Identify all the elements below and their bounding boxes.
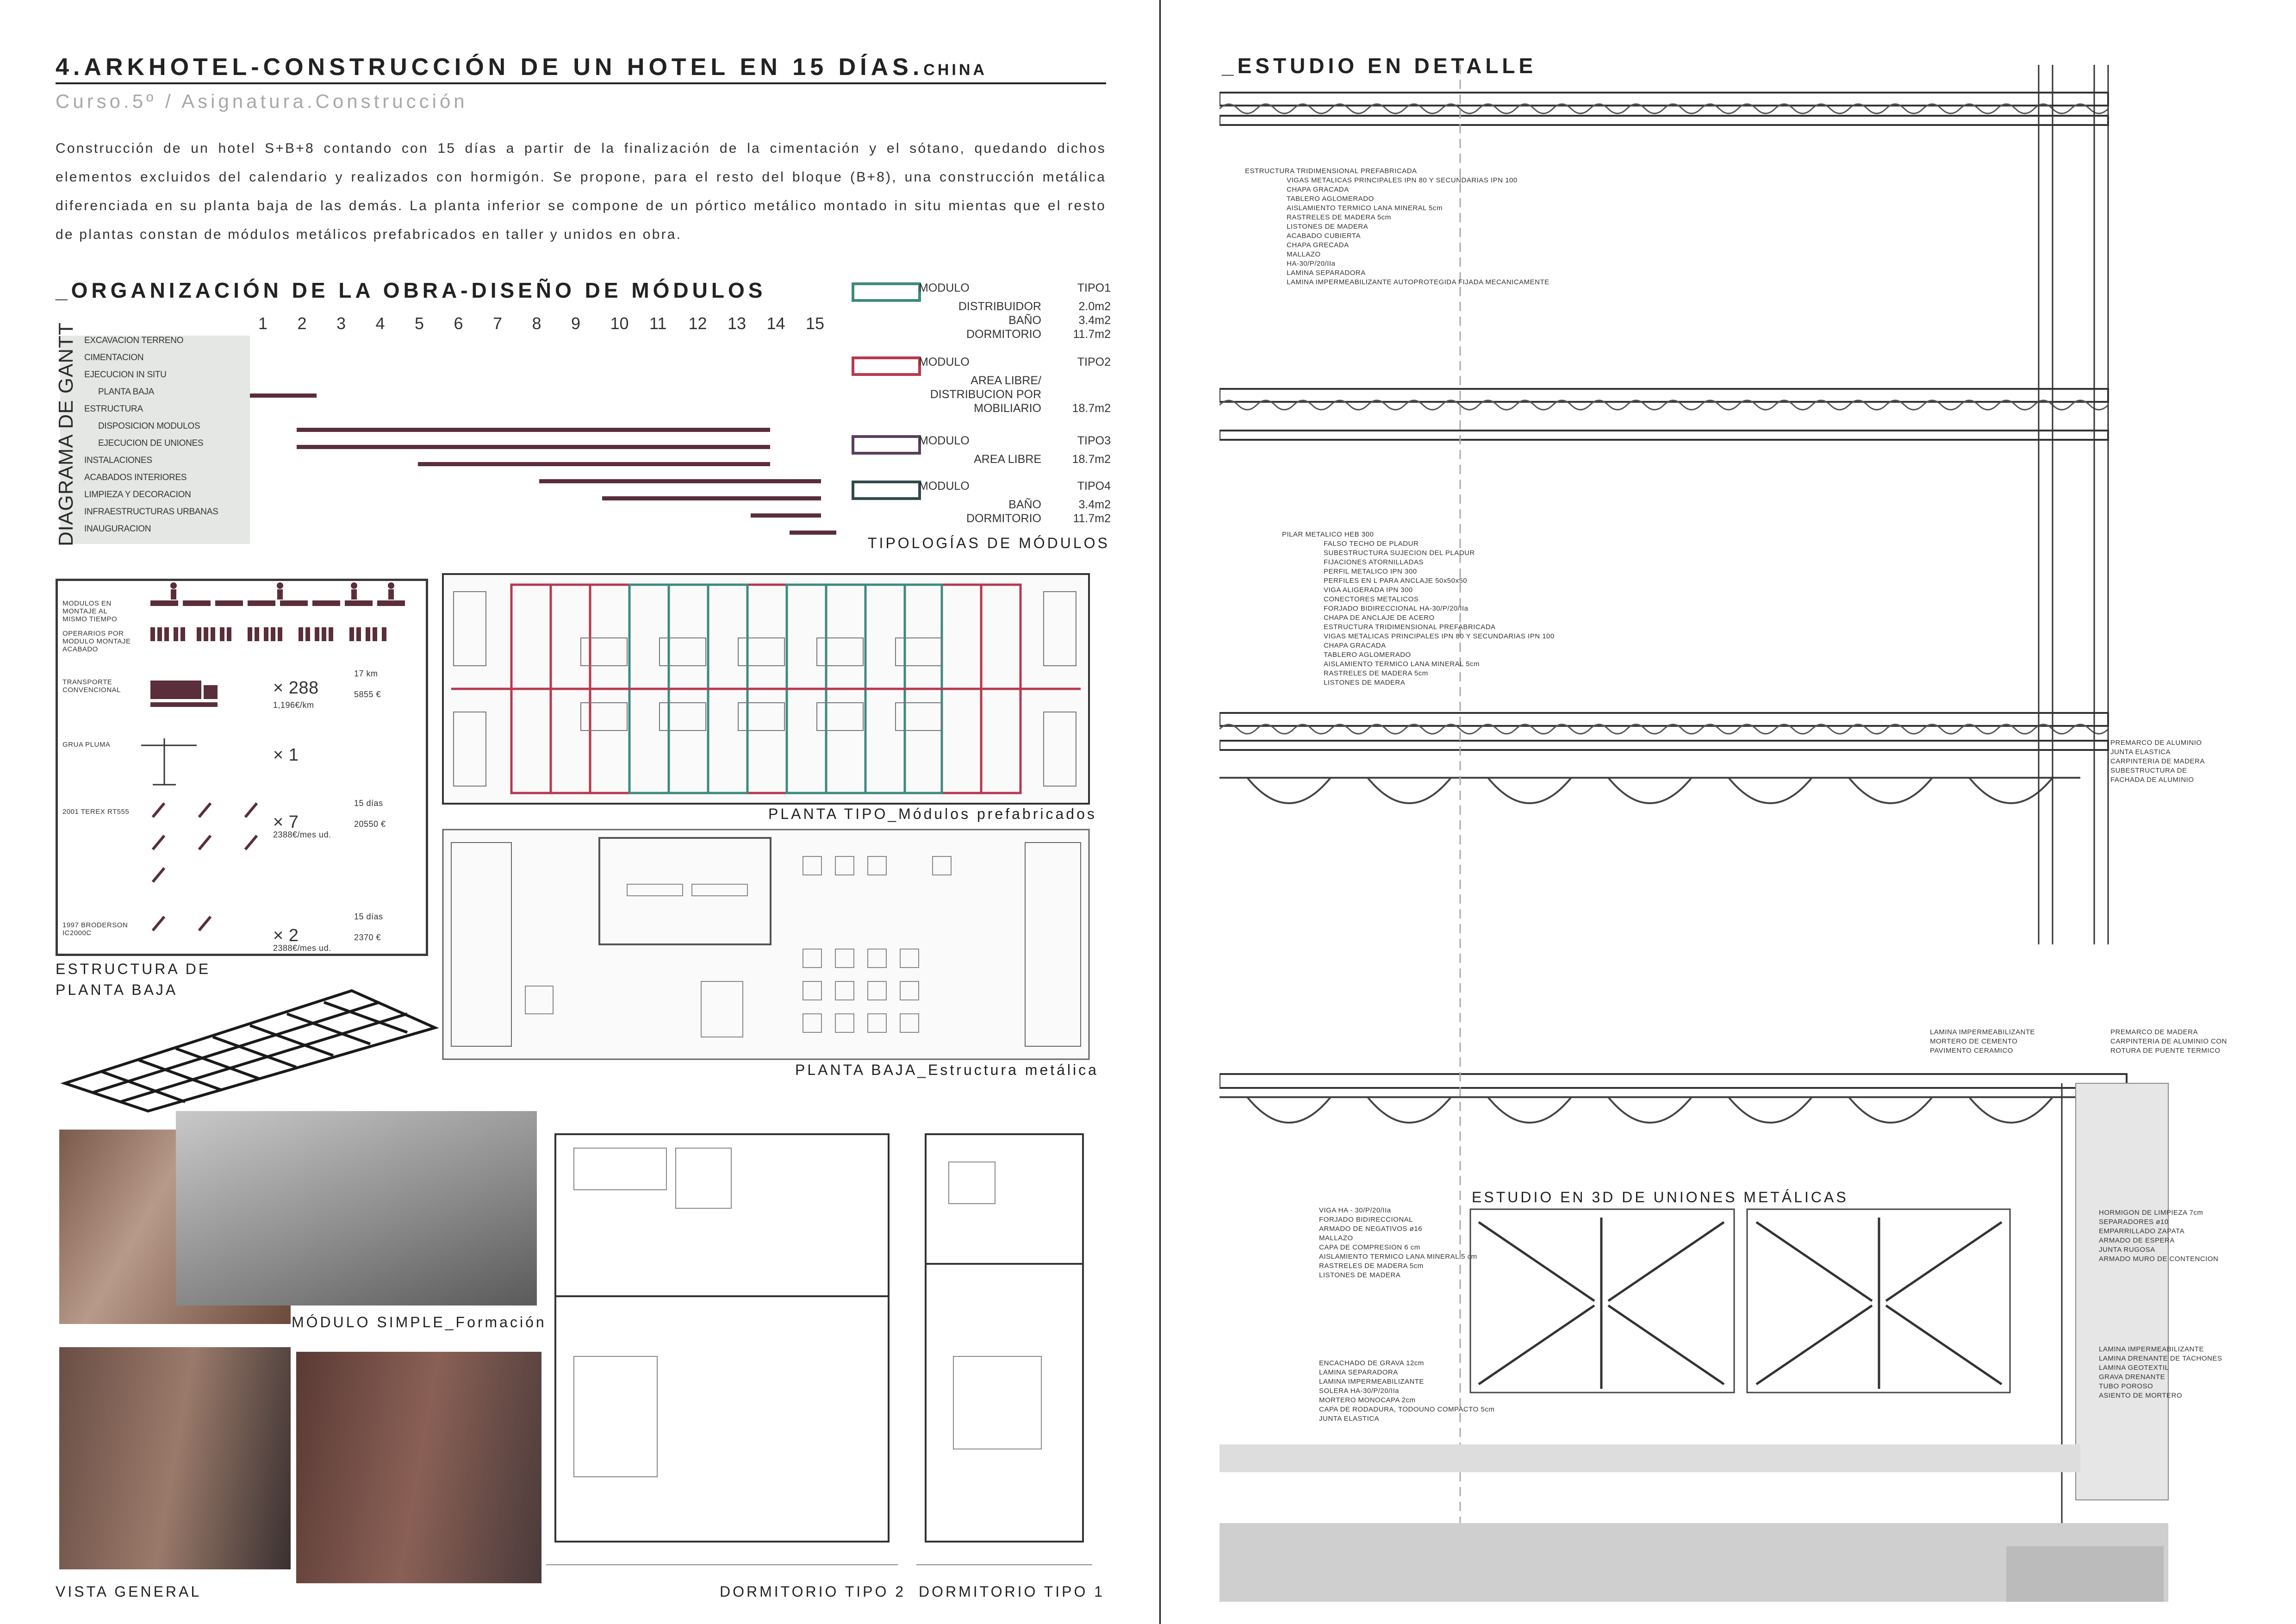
gantt-task-label: EXCAVACION TERRENO — [84, 336, 184, 345]
detail-note: MALLAZO — [1319, 1234, 1353, 1242]
detail-note: VIGA ALIGERADA IPN 300 — [1324, 586, 1413, 594]
module-type: TIPO3 — [1077, 434, 1111, 447]
resource-multiplier: × 2 — [273, 926, 299, 945]
detail-note: ESTRUCTURA TRIDIMENSIONAL PREFABRICADA — [1324, 623, 1496, 631]
detail-note: ASIENTO DE MORTERO — [2099, 1392, 2183, 1399]
detail-note: CARPINTERIA DE MADERA — [2110, 757, 2205, 765]
detail-note: ACABADO CUBIERTA — [1287, 232, 1361, 240]
module-area-label: DISTRIBUIDOR — [958, 300, 1041, 313]
gantt-task-label: ESTRUCTURA — [84, 404, 143, 414]
detail-note: SUBESTRUCTURA SUJECION DEL PLADUR — [1324, 549, 1475, 557]
detail-note: AISLAMIENTO TERMICO LANA MINERAL 5cm — [1324, 660, 1480, 668]
module-label: MODULO — [919, 281, 970, 294]
resource-price: 1,196€/km — [273, 700, 314, 710]
notes-top — [1245, 167, 1549, 287]
notes-right-2 — [2110, 1028, 2227, 1056]
gantt-bar — [418, 462, 770, 466]
detail-note: VIGAS METALICAS PRINCIPALES IPN 80 Y SECUNDARIAS IPN 100 — [1324, 632, 1555, 640]
gantt-vertical-label: DIAGRAMA DE GANTT — [55, 322, 77, 546]
detail-note: CHAPA GRACADA — [1287, 186, 1349, 194]
resource-cost: 20550 € — [354, 819, 386, 829]
estructura-caption-line2: PLANTA BAJA — [56, 981, 178, 998]
gantt-day-label: 11 — [649, 314, 667, 333]
detail-note: CHAPA GRACADA — [1324, 642, 1386, 650]
gantt-day-label: 13 — [728, 314, 747, 333]
detail-note: FALSO TECHO DE PLADUR — [1324, 540, 1419, 548]
gantt-day-label: 4 — [375, 314, 385, 333]
resource-price: 2388€/mes ud. — [273, 943, 331, 953]
detail-note: ARMADO DE NEGATIVOS ø16 — [1319, 1225, 1422, 1233]
module-type: TIPO4 — [1077, 480, 1111, 493]
gantt-bar — [297, 428, 770, 432]
module-area-label: DORMITORIO — [966, 512, 1041, 525]
module-area-label: AREA LIBRE/ — [971, 374, 1041, 387]
vista-general-render-2 — [296, 1352, 541, 1583]
gantt-day-axis — [250, 314, 847, 334]
gantt-day-label: 2 — [297, 314, 307, 333]
detail-note: LAMINA IMPERMEABILIZANTE — [1319, 1378, 1425, 1386]
module-area-value: 11.7m2 — [1073, 512, 1111, 525]
joints-3d-heading: ESTUDIO EN 3D DE UNIONES METÁLICAS — [1472, 1189, 1848, 1206]
gantt-day-label: 3 — [336, 314, 346, 333]
resources-pictograms — [58, 581, 426, 954]
planta-tipo-plan — [442, 573, 1090, 805]
notes-right-4 — [2099, 1345, 2222, 1400]
planta-baja-caption: PLANTA BAJA_Estructura metálica — [795, 1062, 1099, 1078]
detail-note: CAPA DE COMPRESION 6 cm — [1319, 1243, 1420, 1251]
detail-note: RASTRELES DE MADERA 5cm — [1319, 1262, 1424, 1270]
module-label: MODULO — [919, 480, 970, 493]
title-suffix: CHINA — [923, 61, 987, 79]
resource-label: TRANSPORTE CONVENCIONAL — [62, 678, 121, 694]
detail-note: ROTURA DE PUENTE TERMICO — [2110, 1047, 2221, 1055]
gantt-bar — [751, 513, 821, 518]
module-area-value: 2.0m2 — [1078, 300, 1111, 313]
detail-note: JUNTA RUGOSA — [2099, 1246, 2155, 1254]
module-area-label: DISTRIBUCION POR — [930, 388, 1041, 401]
module-type: TIPO2 — [1077, 356, 1111, 369]
detail-note: TUBO POROSO — [2099, 1382, 2153, 1390]
gantt-bar — [602, 496, 821, 500]
detail-note: VIGAS METALICAS PRINCIPALES IPN 80 Y SECUNDARIAS IPN 100 — [1287, 176, 1518, 184]
module-area-value: 3.4m2 — [1078, 498, 1111, 511]
module-area-label: AREA LIBRE — [974, 453, 1041, 466]
module-area-value: 18.7m2 — [1072, 402, 1111, 415]
dormitorio-plans — [546, 1079, 1101, 1579]
module-label: MODULO — [919, 434, 970, 447]
gantt-task-label: PLANTA BAJA — [98, 387, 154, 397]
gantt-task-label: CIMENTACION — [84, 353, 144, 362]
detail-note: CAPA DE RODADURA, TODOUNO COMPACTO 5cm — [1319, 1405, 1495, 1413]
gantt-day-label: 6 — [454, 314, 463, 333]
modulo-simple-render-module — [176, 1111, 537, 1305]
gantt-day-label: 15 — [806, 314, 825, 333]
detail-note: MALLAZO — [1287, 250, 1321, 258]
detail-note: CHAPA DE ANCLAJE DE ACERO — [1324, 614, 1435, 622]
detail-note: JUNTA ELASTICA — [1319, 1415, 1380, 1423]
detail-note: ARMADO DE ESPERA — [2099, 1237, 2175, 1244]
resource-multiplier: × 7 — [273, 812, 299, 832]
notes-low — [1319, 1206, 1477, 1280]
detail-note: PREMARCO DE ALUMINIO — [2110, 739, 2202, 747]
gantt-bars — [250, 336, 847, 549]
gantt-day-label: 10 — [610, 314, 629, 333]
resource-price: 2388€/mes ud. — [273, 830, 331, 839]
notes-right-3 — [2099, 1208, 2218, 1264]
resource-multiplier: × 1 — [273, 745, 299, 765]
gantt-heading: _ORGANIZACIÓN DE LA OBRA-DISEÑO DE MÓDULOS — [56, 278, 766, 302]
module-label: MODULO — [919, 356, 970, 369]
notes-middle-2 — [1930, 1028, 2035, 1056]
gantt-task-label: INAUGURACION — [84, 524, 151, 534]
detail-note: FORJADO BIDIRECCIONAL — [1319, 1216, 1413, 1224]
module-color-swatch — [852, 356, 921, 376]
detail-note: LAMINA IMPERMEABILIZANTE — [1930, 1028, 2035, 1036]
detail-note: LISTONES DE MADERA — [1287, 223, 1369, 231]
resource-duration: 15 días — [354, 912, 383, 921]
detail-note: CHAPA GRECADA — [1287, 241, 1349, 249]
module-area-label: BAÑO — [1008, 498, 1041, 511]
resource-cost: 2370 € — [354, 933, 381, 942]
detail-note: RASTRELES DE MADERA 5cm — [1287, 213, 1391, 221]
gantt-task-label: INFRAESTRUCTURAS URBANAS — [84, 507, 218, 517]
gantt-task-label: ACABADOS INTERIORES — [84, 473, 187, 482]
page-title: 4.ARKHOTEL-CONSTRUCCIÓN DE UN HOTEL EN 15 DÍAS.CHINA — [56, 54, 987, 81]
detail-note: LAMINA GEOTEXTIL — [2099, 1364, 2169, 1372]
module-area-value: 11.7m2 — [1073, 328, 1111, 341]
estructura-3d-frame — [56, 977, 440, 1116]
gantt-task-label: EJECUCION DE UNIONES — [98, 438, 204, 448]
resource-cost: 5855 € — [354, 690, 381, 699]
gantt-day-label: 7 — [493, 314, 503, 333]
detail-note: LAMINA SEPARADORA — [1287, 269, 1366, 277]
detail-note: FACHADA DE ALUMINIO — [2110, 776, 2194, 784]
detail-note: TABLERO AGLOMERADO — [1287, 195, 1374, 203]
module-area-value: 3.4m2 — [1078, 314, 1111, 327]
gantt-bar — [539, 479, 821, 483]
joints-3d-render — [1469, 1208, 2011, 1393]
title-underline — [56, 82, 1106, 84]
detail-note: CARPINTERIA DE ALUMINIO CON — [2110, 1037, 2227, 1045]
modules-caption: TIPOLOGÍAS DE MÓDULOS — [868, 535, 1110, 551]
detail-note: AISLAMIENTO TERMICO LANA MINERAL 5 cm — [1319, 1253, 1477, 1261]
detail-note: LISTONES DE MADERA — [1319, 1271, 1401, 1279]
page-subtitle: Curso.5º / Asignatura.Construcción — [56, 90, 468, 112]
resources-panel — [56, 579, 428, 956]
detail-note: PERFIL METALICO IPN 300 — [1324, 568, 1417, 575]
planta-tipo-caption: PLANTA TIPO_Módulos prefabricados — [768, 806, 1097, 822]
resource-label: MODULOS EN MONTAJE AL MISMO TIEMPO — [62, 600, 118, 623]
module-type: TIPO1 — [1077, 281, 1111, 294]
resource-label: GRUA PLUMA — [62, 741, 111, 749]
gantt-task-label: INSTALACIONES — [84, 456, 152, 465]
detail-note: PILAR METALICO HEB 300 — [1282, 531, 1374, 538]
detail-note: ESTRUCTURA TRIDIMENSIONAL PREFABRICADA — [1245, 167, 1417, 175]
detail-note: CONECTORES METALICOS — [1324, 595, 1419, 603]
gantt-bar — [250, 394, 317, 398]
estructura-caption-line1: ESTRUCTURA DE — [56, 961, 211, 977]
gantt-bar — [790, 531, 836, 535]
module-area-value: 18.7m2 — [1072, 453, 1111, 466]
resource-duration: 17 km — [354, 669, 378, 678]
resource-label: 2001 TEREX RT555 — [62, 808, 130, 816]
planta-baja-plan — [442, 829, 1090, 1060]
detail-note: AISLAMIENTO TERMICO LANA MINERAL 5cm — [1287, 204, 1443, 212]
detail-note: LAMINA SEPARADORA — [1319, 1368, 1398, 1376]
detail-note: RASTRELES DE MADERA 5cm — [1324, 669, 1428, 677]
detail-note: SOLERA HA-30/P/20/IIa — [1319, 1387, 1400, 1395]
intro-paragraph: Construcción de un hotel S+B+8 contando con 15 días a partir de la finalización de la cimentación y el sótano, quedando dichos elementos excluidos del calendario y realizados con hormigón. Se propone, para el resto del bloque (B+8), una construcción metálica diferenciada en su planta baja de las demás. La planta inferior se compone de un pórtico metálico montado in situ mientas que el resto de plantas constan de módulos metálicos prefabricados en taller y unidos en obra. — [56, 141, 1106, 242]
detail-note: PAVIMENTO CERAMICO — [1930, 1047, 2013, 1055]
detail-note: ENCACHADO DE GRAVA 12cm — [1319, 1359, 1424, 1367]
detail-note: VIGA HA - 30/P/20/IIa — [1319, 1206, 1391, 1214]
resource-duration: 15 días — [354, 799, 383, 808]
module-color-swatch — [852, 481, 921, 500]
gantt-task-label: LIMPIEZA Y DECORACION — [84, 490, 191, 500]
detail-note: MORTERO MONOCAPA 2cm — [1319, 1396, 1416, 1404]
vista-general-render-1 — [59, 1347, 291, 1569]
detail-note: TABLERO AGLOMERADO — [1324, 651, 1411, 659]
notes-base — [1319, 1359, 1494, 1424]
vista-general-caption: VISTA GENERAL — [56, 1583, 202, 1600]
detail-note: LISTONES DE MADERA — [1324, 679, 1406, 687]
detail-note: PREMARCO DE MADERA — [2110, 1028, 2198, 1036]
gantt-day-label: 1 — [258, 314, 268, 333]
dormitorio-1-caption: DORMITORIO TIPO 1 — [919, 1583, 1105, 1600]
modulo-simple-caption: MÓDULO SIMPLE_Formación — [292, 1314, 547, 1330]
detail-heading: _ESTUDIO EN DETALLE — [1222, 54, 1537, 78]
module-area-label: DORMITORIO — [966, 328, 1041, 341]
detail-note: GRAVA DRENANTE — [2099, 1373, 2165, 1381]
detail-note: LAMINA IMPERMEABILIZANTE — [2099, 1345, 2204, 1353]
detail-note: FORJADO BIDIRECCIONAL HA-30/P/20/IIa — [1324, 605, 1468, 612]
gantt-day-label: 12 — [688, 314, 707, 333]
gantt-task-label: EJECUCION IN SITU — [84, 370, 167, 380]
resource-multiplier: × 288 — [273, 678, 319, 698]
gantt-day-label: 5 — [415, 314, 424, 333]
module-area-label: BAÑO — [1008, 314, 1041, 327]
resource-label: OPERARIOS POR MODULO MONTAJE ACABADO — [62, 630, 131, 653]
gantt-day-label: 14 — [766, 314, 785, 333]
detail-note: MORTERO DE CEMENTO — [1930, 1037, 2018, 1045]
detail-note: HA-30/P/20/IIa — [1287, 260, 1336, 268]
detail-note: LAMINA DRENANTE DE TACHONES — [2099, 1355, 2222, 1362]
module-typologies — [852, 278, 1111, 537]
notes-right-1 — [2110, 738, 2205, 785]
gantt-task-label: DISPOSICION MODULOS — [98, 421, 200, 431]
detail-note: PERFILES EN L PARA ANCLAJE 50x50x50 — [1324, 577, 1468, 585]
detail-note: FIJACIONES ATORNILLADAS — [1324, 558, 1424, 566]
gantt-bar — [297, 445, 770, 449]
gantt-day-label: 8 — [532, 314, 541, 333]
resource-label: 1997 BRODERSON IC2000C — [62, 921, 128, 937]
detail-note: LAMINA IMPERMEABILIZANTE AUTOPROTEGIDA FIJADA MECANICAMENTE — [1287, 278, 1549, 286]
gantt-day-label: 9 — [571, 314, 581, 333]
module-color-swatch — [852, 282, 921, 302]
gantt-task-list — [84, 336, 251, 549]
detail-note: HORMIGON DE LIMPIEZA 7cm — [2099, 1209, 2203, 1217]
detail-note: JUNTA ELASTICA — [2110, 748, 2171, 756]
detail-note: ARMADO MURO DE CONTENCION — [2099, 1255, 2219, 1263]
notes-middle — [1282, 530, 1555, 687]
module-area-label: MOBILIARIO — [974, 402, 1041, 415]
detail-note: EMPARRILLADO ZAPATA — [2099, 1227, 2185, 1235]
detail-note: SEPARADORES ø10 — [2099, 1218, 2169, 1226]
detail-note: SUBESTRUCTURA DE — [2110, 767, 2187, 775]
dormitorio-2-caption: DORMITORIO TIPO 2 — [720, 1583, 906, 1600]
page-divider — [1159, 0, 1161, 1624]
module-color-swatch — [852, 435, 921, 455]
